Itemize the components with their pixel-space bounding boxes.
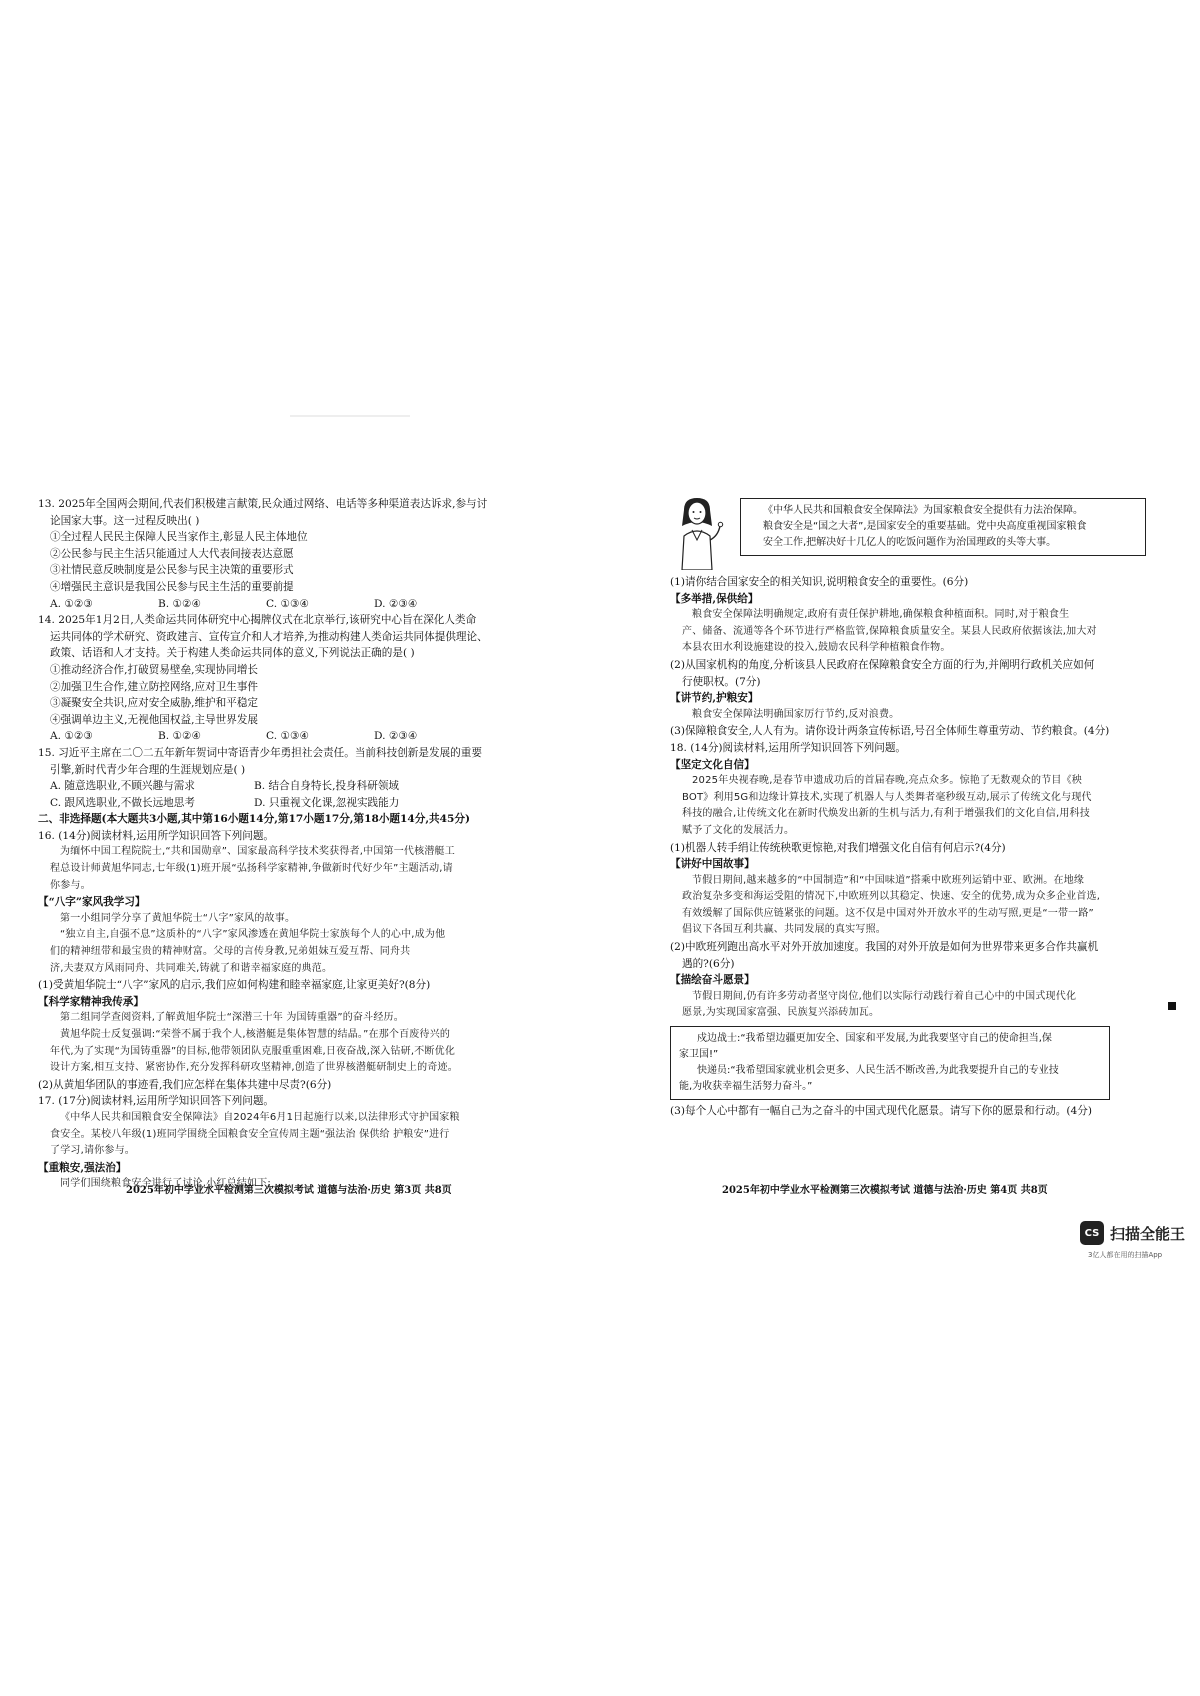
material-line: 2025年央视春晚,是春节申遗成功后的首届春晚,亮点众多。惊艳了无数观众的节目《秧 (692, 775, 1083, 787)
speech-line: 安全工作,把解决好十几亿人的吃饭问题作为治国理政的头等大事。 (763, 537, 1057, 548)
page-4-column (670, 496, 1110, 1120)
page-3-column (38, 496, 566, 1193)
material-line: BOT》利用5G和边缘计算技术,实现了机器人与人类舞者毫秒级互动,展示了传统文化与现代 (682, 791, 1092, 803)
question-14-choices (38, 728, 566, 745)
choice-b: B. ①②④ (158, 597, 202, 610)
question-17-subheading: 【多举措,保供给】 (670, 592, 759, 605)
choice-b: B. 结合自身特长,投身科研领域 (254, 780, 400, 793)
question-15-stem-line: 15. 习近平主席在二〇二五年新年贺词中寄语青少年勇担社会责任。当前科技创新是发展的重要 (38, 746, 482, 759)
material-line: 节假日期间,仍有许多劳动者坚守岗位,他们以实际行动践行着自己心中的中国式现代化 (692, 990, 1077, 1002)
choice-a: A. ①②③ (50, 730, 93, 743)
question-17-title: 17. (17分)阅读材料,运用所学知识回答下列问题。 (38, 1095, 275, 1108)
question-16-intro-line: 你参与。 (50, 879, 91, 891)
quote-line: 戍边战士:“我希望边疆更加安全、国家和平发展,为此我要坚守自己的使命担当,保 (697, 1033, 1052, 1045)
question-13-option: ③社情民意反映制度是公民参与民主决策的重要形式 (50, 564, 294, 577)
choice-b: B. ①②④ (158, 730, 202, 743)
material-line: 愿景,为实现国家富强、民族复兴添砖加瓦。 (682, 1007, 880, 1019)
question-18-ask-3: (3)每个人心中都有一幅自己为之奋斗的中国式现代化愿景。请写下你的愿景和行动。(4分) (670, 1105, 1092, 1118)
question-16-title: 16. (14分)阅读材料,运用所学知识回答下列问题。 (38, 829, 275, 842)
material-line: 食安全。某校八年级(1)班同学围绕全国粮食安全宣传周主题“强法治 保供给 护粮安”进行 (50, 1128, 450, 1140)
speech-line: 粮食安全是“国之大者”,是国家安全的重要基础。党中央高度重视国家粮食 (763, 521, 1087, 532)
choice-c: C. ①③④ (266, 730, 309, 743)
material-line: 了学习,请你参与。 (50, 1145, 135, 1157)
material-line: 倡议下各国互利共赢、共同发展的真实写照。 (682, 924, 886, 936)
question-18-subheading: 【描绘奋斗愿景】 (670, 974, 755, 987)
material-line: 设计方案,相互支持、紧密协作,充分发挥科研攻坚精神,创造了世界核潜艇研制史上的奇迹。 (50, 1062, 458, 1074)
scanner-watermark (1080, 1221, 1190, 1261)
question-14-option: ④强调单边主义,无视他国权益,主导世界发展 (50, 713, 259, 726)
question-18-ask-2: 遇的?(6分) (682, 957, 735, 970)
scanner-tagline: 3亿人都在用的扫描App (1088, 1251, 1163, 1259)
question-16-subheading: 【科学家精神我传承】 (38, 995, 144, 1008)
choice-c: C. ①③④ (266, 597, 309, 610)
question-14 (38, 612, 566, 745)
scan-marker (1168, 1002, 1176, 1010)
question-18-title: 18. (14分)阅读材料,运用所学知识回答下列问题。 (670, 741, 907, 754)
material-line: 粮食安全保障法明确国家厉行节约,反对浪费。 (692, 708, 900, 720)
speech-line: 《中华人民共和国粮食安全保障法》为国家粮食安全提供有力法治保障。 (763, 505, 1083, 516)
scanner-app-name: 扫描全能王 (1110, 1225, 1186, 1243)
material-line: 本县农田水利设施建设的投入,鼓励农民科学种植粮食作物。 (682, 642, 951, 654)
material-line: 黄旭华院士反复强调:“荣誉不属于我个人,核潜艇是集体智慧的结晶。”在那个百废待兴的 (60, 1029, 451, 1040)
question-14-option: ①推动经济合作,打破贸易壁垒,实现协同增长 (50, 663, 259, 676)
question-18-ask-1: (1)机器人转手绢让传统秧歌更惊艳,对我们增强文化自信有何启示?(4分) (670, 841, 1006, 854)
material-line: 政治复杂多变和海运受阻的情况下,中欧班列以其稳定、快速、安全的优势,成为众多企业首选, (682, 891, 1101, 903)
question-18-ask-2: (2)中欧班列跑出高水平对外开放加速度。我国的对外开放是如何为世界带来更多合作共赢机 (670, 941, 1099, 954)
choice-d: D. 只重视文化课,忽视实践能力 (254, 796, 400, 809)
question-13-choices (38, 596, 566, 613)
question-14-stem-line: 运共同体的学术研究、资政建言、宣传宣介和人才培养,为推动构建人类命运共同体提供理论、 (50, 630, 488, 643)
quote-line: 快递员:“我希望国家就业机会更多、人民生活不断改善,为此我要提升自己的专业技 (697, 1065, 1059, 1077)
question-16-intro-line: 为缅怀中国工程院院士,“共和国勋章”、国家最高科学技术奖获得者,中国第一代核潜艇工 (60, 846, 455, 858)
question-17-ask-3: (3)保障粮食安全,人人有为。请你设计两条宣传标语,号召全体师生尊重劳动、节约粮食。(4分) (670, 725, 1110, 738)
section-2-heading: 二、非选择题(本大题共3小题,其中第16小题14分,第17小题17分,第18小题14分,共45分) (38, 813, 470, 826)
material-line: 粮食安全保障法明确规定,政府有责任保护耕地,确保粮食种植面积。同时,对于粮食生 (692, 609, 1070, 621)
question-16-ask-2: (2)从黄旭华团队的事迹看,我们应怎样在集体共建中尽责?(6分) (38, 1078, 332, 1091)
choice-a: A. 随意选职业,不顾兴趣与需求 (50, 780, 195, 793)
choice-c: C. 跟风选职业,不做长远地思考 (50, 796, 195, 809)
page-4-footer: 2025年初中学业水平检测第三次模拟考试 道德与法治·历史 第4页 共8页 (722, 1185, 1048, 1196)
material-line: 第二组同学查阅资料,了解黄旭华院士“深潜三十年 为国铸重器”的奋斗经历。 (60, 1012, 404, 1024)
question-13 (38, 496, 566, 612)
scanner-logo-icon: CS (1080, 1221, 1104, 1245)
question-17-ask-1: (1)请你结合国家安全的相关知识,说明粮食安全的重要性。(6分) (670, 576, 969, 588)
question-15 (38, 745, 566, 811)
material-line: 年代,为了实现“为国铸重器”的目标,他带领团队克服重重困难,日夜奋战,深入钻研,不断优化 (50, 1045, 456, 1057)
page-3-footer: 2025年初中学业水平检测第三次模拟考试 道德与法治·历史 第3页 共8页 (126, 1185, 452, 1196)
scan-artifact (290, 415, 410, 417)
question-17-subheading: 【重粮安,强法治】 (38, 1161, 127, 1174)
choice-d: D. ②③④ (374, 597, 418, 610)
question-18-subheading: 【讲好中国故事】 (670, 858, 755, 871)
speech-bubble (740, 498, 1146, 556)
question-13-option: ④增强民主意识是我国公民参与民主生活的重要前提 (50, 580, 294, 593)
material-line: 产、储备、流通等各个环节进行严格监管,保障粮食质量安全。某县人民政府依据该法,加大对 (682, 625, 1097, 637)
material-line: 赋予了文化的发展活力。 (682, 824, 795, 836)
choice-d: D. ②③④ (374, 730, 418, 743)
quote-line: 家卫国!” (679, 1049, 719, 1061)
question-13-option: ②公民参与民主生活只能通过人大代表间接表达意愿 (50, 547, 294, 560)
speech-illustration (670, 496, 1110, 570)
question-18-subheading: 【坚定文化自信】 (670, 758, 755, 771)
material-line: 科技的融合,让传统文化在新时代焕发出新的生机与活力,有利于增强我们的文化自信,用科技 (682, 808, 1090, 820)
question-16-subheading: 【“八字”家风我学习】 (38, 896, 146, 909)
quote-box (670, 1026, 1110, 1100)
question-17-subheading: 【讲节约,护粮安】 (670, 692, 759, 705)
question-14-option: ②加强卫生合作,建立防控网络,应对卫生事件 (50, 680, 259, 693)
question-17-ask-2: (2)从国家机构的角度,分析该县人民政府在保障粮食安全方面的行为,并阐明行政机关应如何 (670, 658, 1095, 671)
material-line: 济,夫妻双方风雨同舟、共同难关,铸就了和谐幸福家庭的典范。 (50, 962, 333, 974)
question-18 (670, 740, 1110, 1120)
question-13-stem-line: 论国家大事。这一过程反映出( ) (50, 514, 200, 527)
question-13-option: ①全过程人民民主保障人民当家作主,彰显人民主体地位 (50, 531, 308, 544)
question-13-stem-line: 13. 2025年全国两会期间,代表们积极建言献策,民众通过网络、电话等多种渠道表达诉求,参与讨 (38, 498, 488, 510)
question-16 (38, 828, 566, 1094)
question-15-choices-row (38, 795, 566, 812)
material-line: “独立自主,自强不息”这质朴的“八字”家风渗透在黄旭华院士家族每个人的心中,成为他 (60, 929, 446, 941)
material-line: 有效缓解了国际供应链紧张的问题。这不仅是中国对外开放水平的生动写照,更是“一带一路” (682, 907, 1094, 919)
material-line: 节假日期间,越来越多的“中国制造”和“中国味道”搭乘中欧班列运销中亚、欧洲。在地缘 (692, 874, 1085, 886)
question-14-option: ③凝聚安全共识,应对安全威胁,维护和平稳定 (50, 697, 259, 710)
material-line: 第一小组同学分享了黄旭华院士“八字”家风的故事。 (60, 912, 296, 924)
question-16-intro-line: 程总设计师黄旭华同志,七年级(1)班开展“弘扬科学家精神,争做新时代好少年”主题活动,请 (50, 863, 453, 875)
question-17 (38, 1093, 566, 1193)
question-15-choices-row (38, 778, 566, 795)
question-15-stem-line: 引擎,新时代青少年合理的生涯规划应是( ) (50, 763, 246, 776)
quote-line: 能,为收获幸福生活努力奋斗。” (679, 1081, 813, 1093)
material-line: 同学们围绕粮食安全进行了讨论,小红总结如下: (60, 1178, 271, 1190)
question-16-ask-1: (1)受黄旭华院士“八字”家风的启示,我们应如何构建和睦幸福家庭,让家更美好?(8分) (38, 979, 431, 992)
material-line: 《中华人民共和国粮食安全保障法》自2024年6月1日起施行以来,以法律形式守护国家粮 (60, 1111, 460, 1123)
material-line: 们的精神纽带和最宝贵的精神财富。父母的言传身教,兄弟姐妹互爱互帮、同舟共 (50, 946, 411, 958)
question-14-stem-line: 14. 2025年1月2日,人类命运共同体研究中心揭牌仪式在北京举行,该研究中心旨在深化人类命 (38, 614, 477, 627)
choice-a: A. ①②③ (50, 597, 93, 610)
question-17-ask-2: 行使职权。(7分) (682, 675, 761, 688)
girl-speaking-illustration (670, 496, 724, 570)
question-14-stem-line: 政策、话语和人才支持。关于构建人类命运共同体的意义,下列说法正确的是( ) (50, 647, 415, 660)
